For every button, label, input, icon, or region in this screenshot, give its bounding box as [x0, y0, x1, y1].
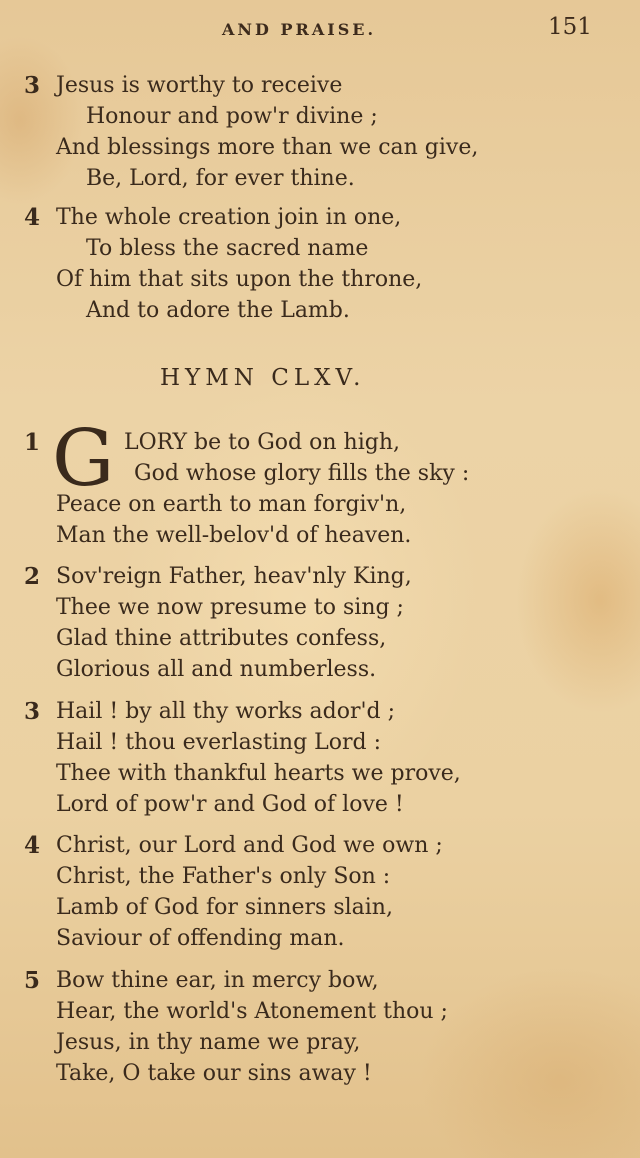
verse-line: To bless the sacred name: [86, 236, 369, 261]
verse-line: Saviour of offending man.: [56, 926, 345, 951]
drop-cap: G: [52, 414, 115, 504]
verse-line: Hail ! thou everlasting Lord :: [56, 730, 382, 755]
stanza-1: [0, 427, 640, 551]
verse-line: Hear, the world's Atonement thou ;: [56, 999, 448, 1024]
verse-line: Hail ! by all thy works ador'd ;: [56, 699, 396, 724]
verse-line: And to adore the Lamb.: [86, 298, 350, 323]
verse-line: Man the well-belov'd of heaven.: [56, 523, 412, 548]
stanza-prev-3: [0, 70, 640, 194]
verse-line: Thee with thankful hearts we prove,: [56, 761, 461, 786]
stanza-3: [0, 696, 640, 820]
stanza-2: [0, 561, 640, 685]
verse-line: God whose glory fills the sky :: [134, 461, 470, 486]
verse-line: Take, O take our sins away !: [56, 1061, 372, 1086]
verse-line: Sov'reign Father, heav'nly King,: [56, 564, 412, 589]
running-header: AND PRAISE.: [222, 20, 377, 39]
stanza-5: [0, 965, 640, 1089]
stanza-number: 4: [24, 204, 41, 231]
verse-line: LORY be to God on high,: [124, 430, 400, 455]
verse-line: Lord of pow'r and God of love !: [56, 792, 404, 817]
stanza-4: [0, 830, 640, 954]
verse-line: Honour and pow'r divine ;: [86, 104, 378, 129]
verse-line: Thee we now presume to sing ;: [56, 595, 404, 620]
stanza-number: 1: [24, 429, 41, 456]
stanza-number: 5: [24, 967, 41, 994]
verse-line: Bow thine ear, in mercy bow,: [56, 968, 379, 993]
verse-line: Peace on earth to man forgiv'n,: [56, 492, 407, 517]
verse-line: Of him that sits upon the throne,: [56, 267, 423, 292]
stanza-number: 4: [24, 832, 41, 859]
verse-line: The whole creation join in one,: [56, 205, 402, 230]
stanza-number: 3: [24, 698, 41, 725]
hymn-title: HYMN CLXV.: [160, 365, 366, 391]
verse-line: Glad thine attributes confess,: [56, 626, 387, 651]
verse-line: Jesus is worthy to receive: [56, 73, 343, 98]
verse-line: Jesus, in thy name we pray,: [56, 1030, 361, 1055]
verse-line: Lamb of God for sinners slain,: [56, 895, 393, 920]
stanza-number: 2: [24, 563, 41, 590]
stanza-prev-4: [0, 202, 640, 326]
verse-line: Christ, the Father's only Son :: [56, 864, 391, 889]
stanza-number: 3: [24, 72, 41, 99]
page-number: 151: [548, 14, 592, 40]
verse-line: And blessings more than we can give,: [56, 135, 479, 160]
verse-line: Be, Lord, for ever thine.: [86, 166, 355, 191]
verse-line: Glorious all and numberless.: [56, 657, 377, 682]
verse-line: Christ, our Lord and God we own ;: [56, 833, 443, 858]
